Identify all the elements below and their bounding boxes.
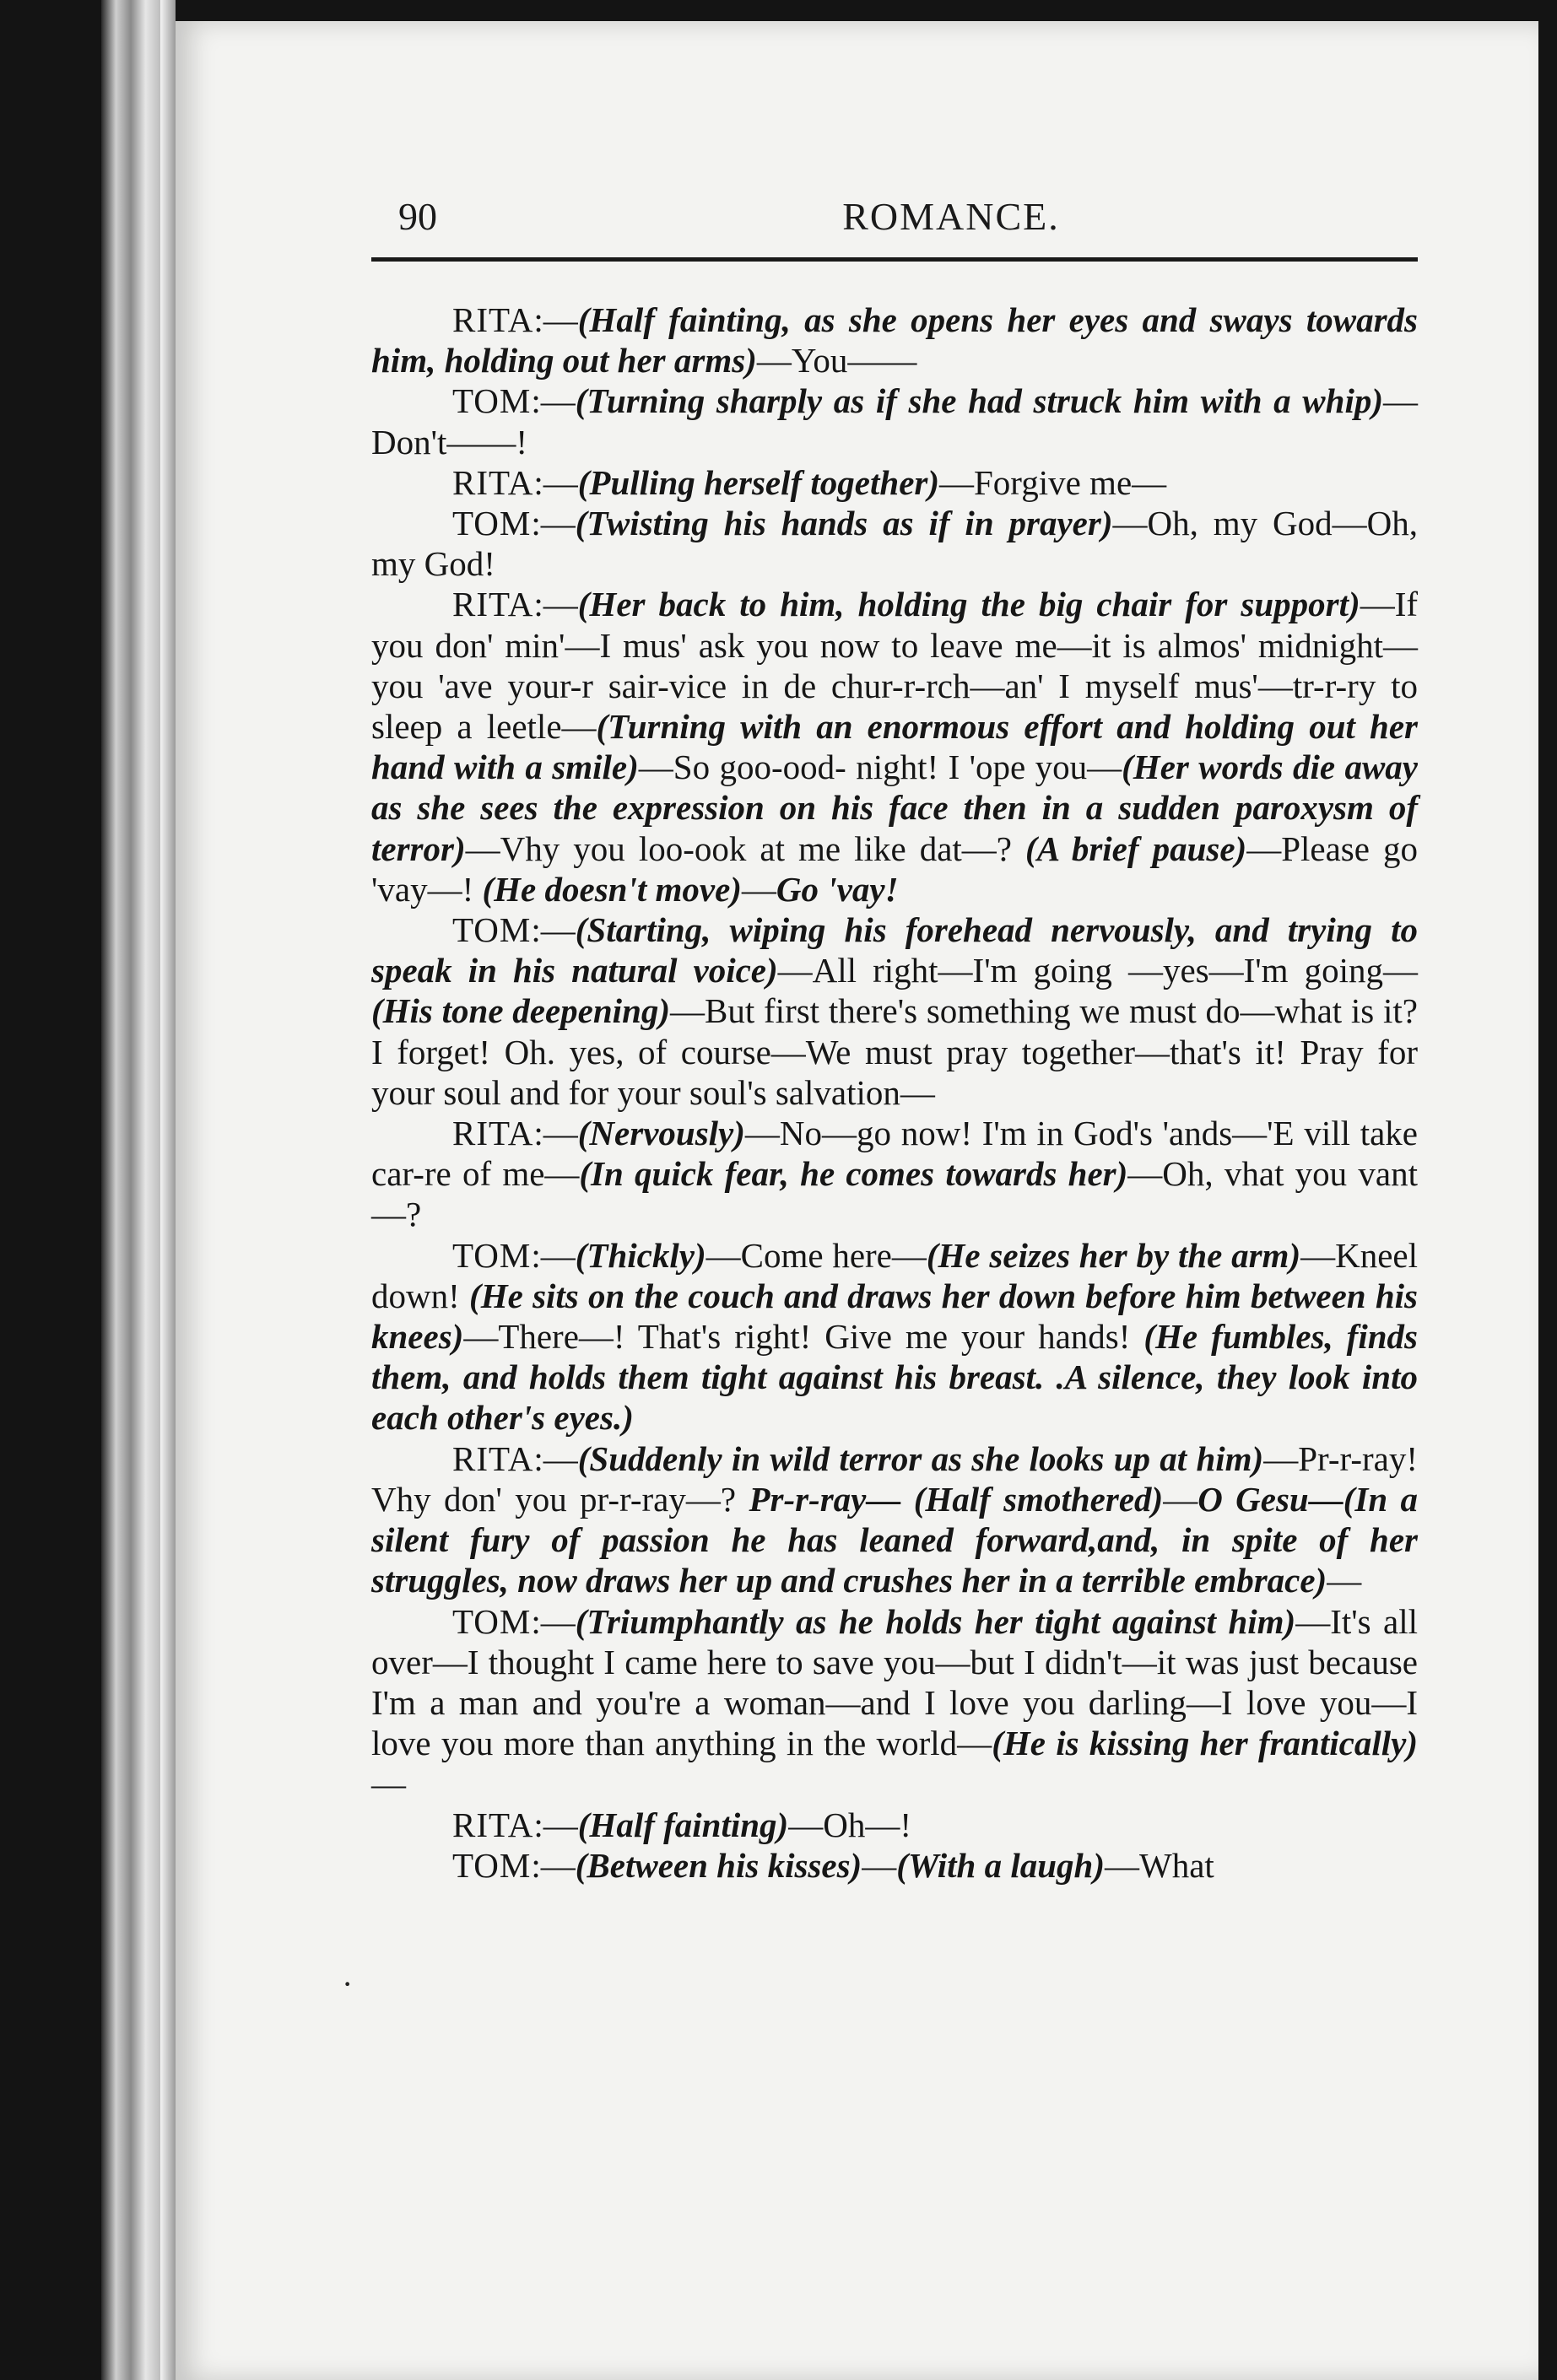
speaker-name: TOM xyxy=(452,381,532,421)
dialogue-text: —Forgive me— xyxy=(939,462,1167,502)
dialogue-paragraph xyxy=(371,1845,1418,1886)
dialogue-text: —Oh, vhat you vant—? xyxy=(371,1154,1418,1234)
stage-direction: (With a laugh) xyxy=(896,1845,1106,1885)
dialogue-text: —It's all over—I thought I came here to save you—but I didn't—it was just because I'm a man and you're a woman—and I love you darling—I love you—I love you more than anything in the world— xyxy=(371,1601,1418,1763)
stage-direction: (Nervously) xyxy=(577,1114,745,1153)
stage-direction: (In quick fear, he comes towards her) xyxy=(579,1154,1128,1194)
stage-direction: (Suddenly in wild terror as she looks up at him) xyxy=(577,1438,1264,1478)
book-binding-edge xyxy=(101,0,160,2380)
dialogue-paragraph xyxy=(371,300,1418,380)
dialogue-paragraph xyxy=(371,1601,1418,1805)
dialogue-paragraph xyxy=(371,584,1418,909)
speaker-name: RITA xyxy=(452,1805,534,1844)
dialogue-text: :— xyxy=(533,1438,578,1478)
stage-direction: (A brief pause) xyxy=(1025,828,1247,868)
stage-direction: (Her words die away as she sees the expression on his face then in a sudden paroxysm of terror) xyxy=(371,747,1418,868)
dialogue-text: —If you don' min'—I mus' ask you now to leave me—it is almos' midnight—you 'ave your-r sair-vice in de chur-r-rch—an' I myself mus'—tr-r-ry to sleep a leetle— xyxy=(371,585,1418,747)
speaker-name: TOM xyxy=(452,1601,532,1641)
dialogue-text: —No—go now! I'm in God's 'ands—'E vill take car-re of me— xyxy=(371,1114,1418,1194)
dialogue-text: —So goo-ood- night! I 'ope you— xyxy=(638,747,1122,787)
stage-direction: (Between his kisses) xyxy=(575,1845,862,1885)
stage-direction: (Half fainting, as she opens her eyes and sways towards him, holding out her arms) xyxy=(371,300,1418,380)
dialogue-text: —Don't——! xyxy=(371,381,1418,461)
margin-bullet: · xyxy=(342,1965,354,2003)
dialogue-text: :— xyxy=(531,381,576,421)
dialogue-text: :— xyxy=(531,1601,576,1641)
stage-direction: (He sits on the couch and draws her down before him between his knees) xyxy=(371,1276,1418,1357)
dialogue-text: — xyxy=(741,869,776,909)
stage-direction: O Gesu—(In a silent fury of passion he has leaned forward,and, in spite of her struggles, now draws her up and crushes her in a terrible embrace) xyxy=(371,1479,1418,1600)
dialogue-text: —All right—I'm going —yes—I'm going— xyxy=(777,951,1418,990)
dialogue-text: —Please go 'vay—! xyxy=(371,828,1418,909)
running-head xyxy=(230,194,1419,245)
dialogue-text: — xyxy=(862,1845,897,1885)
stage-direction: (He fumbles, finds them, and holds them tight against his breast. .A silence, they look into each other's eyes.) xyxy=(371,1317,1418,1438)
book-page-edge xyxy=(160,0,176,2380)
dialogue-text: :— xyxy=(531,504,576,543)
header-rule xyxy=(371,257,1418,262)
stage-direction: (Half fainting) xyxy=(577,1805,789,1844)
stage-direction: (He is kissing her frantically) xyxy=(992,1724,1418,1763)
dialogue-text: —There—! That's right! Give me your hands! xyxy=(463,1317,1144,1357)
dialogue-text: :— xyxy=(533,1114,578,1153)
dialogue-text: — xyxy=(1327,1561,1362,1600)
dialogue-text: :— xyxy=(533,300,578,339)
dialogue-paragraph xyxy=(371,1235,1418,1438)
dialogue-text: — xyxy=(371,1764,406,1804)
dialogue-text: —Oh—! xyxy=(788,1805,911,1844)
dialogue-text: —Pr-r-ray! Vhy don' you pr-r-ray—? xyxy=(371,1438,1418,1519)
dialogue-text: :— xyxy=(531,1845,576,1885)
stage-direction: (Thickly) xyxy=(575,1235,706,1275)
speaker-name: TOM xyxy=(452,504,532,543)
dialogue-paragraph xyxy=(371,503,1418,584)
dialogue-text: :— xyxy=(533,585,578,624)
dialogue-text: :— xyxy=(533,462,578,502)
stage-direction: (Pulling herself together) xyxy=(577,462,939,502)
dialogue-text: :— xyxy=(531,1235,576,1275)
stage-direction: (Her back to him, holding the big chair for support) xyxy=(577,585,1360,624)
stage-direction: Go 'vay! xyxy=(776,869,899,909)
dialogue-text: —What xyxy=(1105,1845,1214,1885)
stage-direction: (He seizes her by the arm) xyxy=(926,1235,1301,1275)
dialogue-paragraph xyxy=(371,1805,1418,1845)
dialogue-text: :— xyxy=(531,910,576,950)
stage-direction: (Starting, wiping his forehead nervously, and trying to speak in his natural voice) xyxy=(371,910,1418,990)
dialogue-text: —But first there's something we must do—what is it? I forget! Oh. yes, of course—We must pray together—that's it! Pray for your soul and for your soul's salvation— xyxy=(371,991,1418,1112)
dialogue-text: —Come here— xyxy=(706,1235,927,1275)
speaker-name: RITA xyxy=(452,300,534,339)
dialogue-paragraph xyxy=(371,462,1418,503)
dialogue-paragraph xyxy=(371,1438,1418,1601)
page-title: ROMANCE. xyxy=(842,195,1060,238)
stage-direction: (His tone deepening) xyxy=(371,991,671,1031)
speaker-name: RITA xyxy=(452,585,534,624)
speaker-name: TOM xyxy=(452,910,532,950)
speaker-name: RITA xyxy=(452,1438,534,1478)
dialogue-paragraph xyxy=(371,909,1418,1113)
stage-direction: (Twisting his hands as if in prayer) xyxy=(575,504,1113,543)
dialogue-text: —Vhy you loo-ook at me like dat—? xyxy=(465,828,1026,868)
speaker-name: RITA xyxy=(452,462,534,502)
dialogue-paragraph xyxy=(371,1113,1418,1235)
dialogue-text: —Oh, my God—Oh, my God! xyxy=(371,504,1418,584)
play-text xyxy=(371,300,1418,1886)
stage-direction: (Turning with an enormous effort and holding out her hand with a smile) xyxy=(371,707,1418,787)
dialogue-paragraph xyxy=(371,380,1418,461)
page-number: 90 xyxy=(398,195,437,238)
stage-direction: (Triumphantly as he holds her tight against him) xyxy=(575,1601,1296,1641)
dialogue-text: —You—— xyxy=(756,341,917,380)
dialogue-text: — xyxy=(1163,1479,1198,1519)
dialogue-text: :— xyxy=(533,1805,578,1844)
stage-direction: (He doesn't move) xyxy=(482,869,742,909)
stage-direction: Pr-r-ray— (Half smothered) xyxy=(749,1479,1164,1519)
speaker-name: RITA xyxy=(452,1114,534,1153)
dialogue-text: —Kneel down! xyxy=(371,1235,1418,1315)
speaker-name: TOM xyxy=(452,1235,532,1275)
speaker-name: TOM xyxy=(452,1845,532,1885)
stage-direction: (Turning sharply as if she had struck him with a whip) xyxy=(575,381,1383,421)
